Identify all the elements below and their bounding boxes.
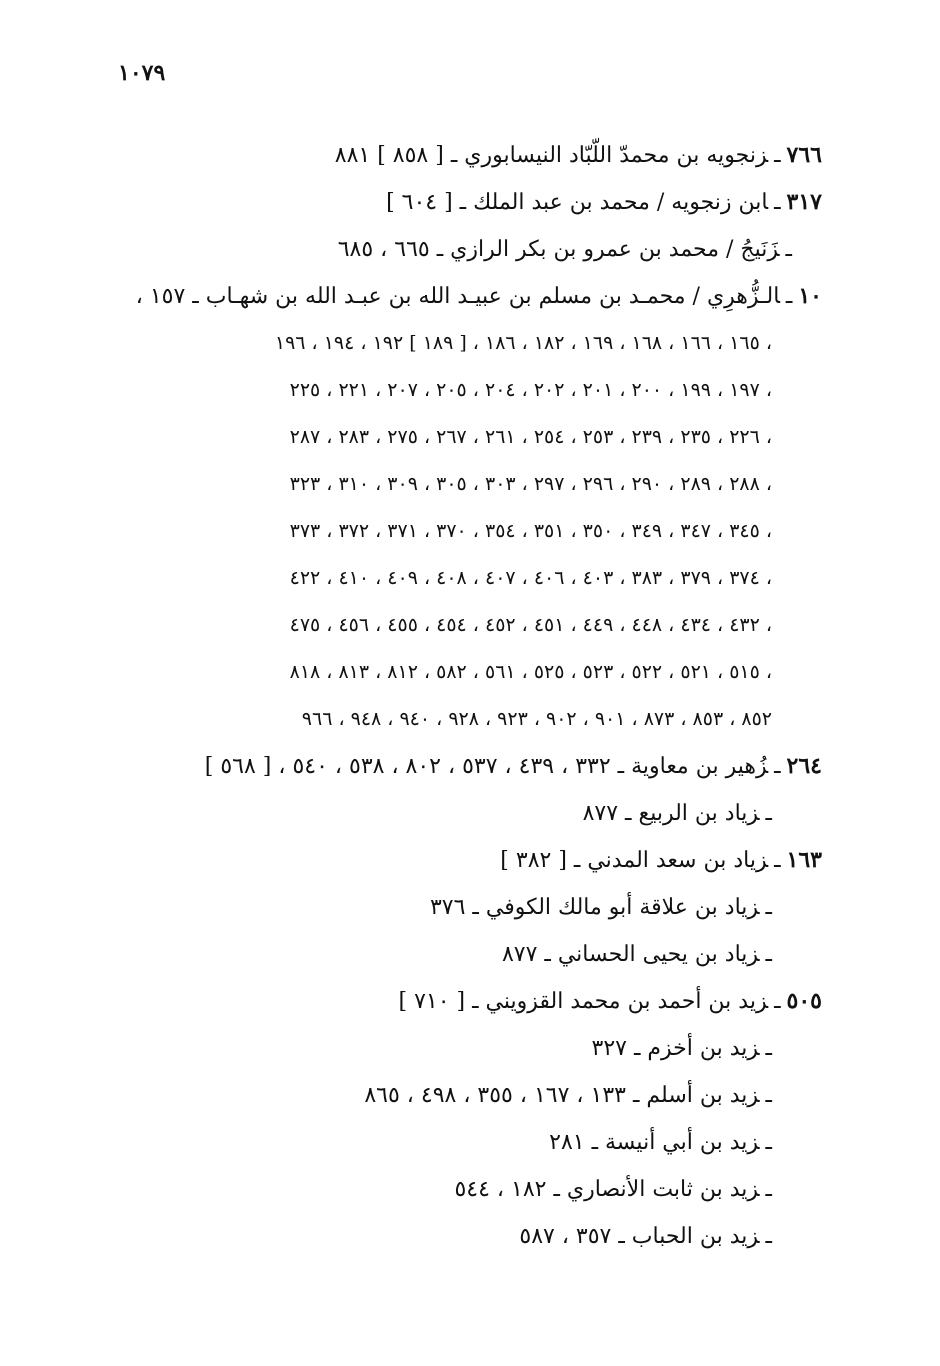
- entry-dash: ـ: [765, 1224, 772, 1249]
- entry-dash: ـ: [765, 1177, 772, 1202]
- entry-text: زَنَيجُ / محمد بن عمرو بن بكر الرازي ـ ٦٦٥ ، ٦٨٥: [337, 237, 780, 262]
- reference-numbers-line: ٥١٥ ، ٥٢١ ، ٥٢٢ ، ٥٢٣ ، ٥٢٥ ، ٥٦١ ، ٥٨٢ ، ٨١٢ ، ٨١٣ ، ٨١٨ ،: [289, 661, 772, 683]
- index-entry: [102, 179, 822, 226]
- entry-text: زنجويه بن محمدّ اللّبّاد النيسابوري ـ [ ٨٥٨ ] ٨٨١: [334, 143, 769, 168]
- index-entry: [102, 790, 822, 837]
- index-entries: [102, 132, 822, 1260]
- entry-number: ٧٦٦: [786, 142, 822, 168]
- reference-numbers-line: ٣٤٥ ، ٣٤٧ ، ٣٤٩ ، ٣٥٠ ، ٣٥١ ، ٣٥٤ ، ٣٧٠ ، ٣٧١ ، ٣٧٢ ، ٣٧٣ ،: [289, 520, 772, 542]
- reference-numbers-line: ٢٢٦ ، ٢٣٥ ، ٢٣٩ ، ٢٥٣ ، ٢٥٤ ، ٢٦١ ، ٢٦٧ ، ٢٧٥ ، ٢٨٣ ، ٢٨٧ ،: [289, 426, 772, 448]
- entry-number: ٢٦٤: [786, 753, 822, 779]
- entry-text: زياد بن سعد المدني ـ [ ٣٨٢ ]: [500, 848, 769, 873]
- reference-numbers-line: ١٦٥ ، ١٦٦ ، ١٦٨ ، ١٦٩ ، ١٨٢ ، ١٨٦ ، [ ١٨٩ ] ١٩٢ ، ١٩٤ ، ١٩٦ ،: [274, 332, 772, 354]
- index-entry: [102, 884, 822, 931]
- reference-numbers-line: ٨٥٢ ، ٨٥٣ ، ٨٧٣ ، ٩٠١ ، ٩٠٢ ، ٩٢٣ ، ٩٢٨ ، ٩٤٠ ، ٩٤٨ ، ٩٦٦: [301, 708, 772, 730]
- index-entry: [102, 1119, 822, 1166]
- reference-numbers-line: ٢٨٨ ، ٢٨٩ ، ٢٩٠ ، ٢٩٦ ، ٢٩٧ ، ٣٠٣ ، ٣٠٥ ، ٣٠٩ ، ٣١٠ ، ٣٢٣ ،: [289, 473, 772, 495]
- entry-text: زيد بن أبي أنيسة ـ ٢٨١: [549, 1130, 760, 1155]
- entry-dash: ـ: [774, 143, 781, 168]
- index-entry: [102, 743, 822, 790]
- index-entry: [102, 226, 822, 273]
- entry-dash: ـ: [774, 754, 781, 779]
- entry-dash: ـ: [774, 989, 781, 1014]
- entry-dash: ـ: [765, 942, 772, 967]
- index-entry: [102, 273, 822, 320]
- index-entry: [102, 1213, 822, 1260]
- entry-dash: ـ: [785, 237, 792, 262]
- entry-text: زيد بن أخزم ـ ٣٢٧: [591, 1036, 760, 1061]
- entry-text: زياد بن الربيع ـ ٨٧٧: [582, 801, 760, 826]
- reference-numbers-line: ١٩٧ ، ١٩٩ ، ٢٠٠ ، ٢٠١ ، ٢٠٢ ، ٢٠٤ ، ٢٠٥ ، ٢٠٧ ، ٢٢١ ، ٢٢٥ ،: [289, 379, 772, 401]
- entry-text: زياد بن علاقة أبو مالك الكوفي ـ ٣٧٦: [429, 895, 760, 920]
- index-entry: [102, 837, 822, 884]
- index-entry: [102, 1025, 822, 1072]
- entry-dash: ـ: [774, 190, 781, 215]
- entry-text: زيد بن الحباب ـ ٣٥٧ ، ٥٨٧: [519, 1224, 760, 1249]
- entry-text: زيد بن أحمد بن محمد القزويني ـ [ ٧١٠ ]: [398, 989, 769, 1014]
- entry-text: زيد بن أسلم ـ ١٣٣ ، ١٦٧ ، ٣٥٥ ، ٤٩٨ ، ٨٦٥: [364, 1083, 760, 1108]
- entry-number: ١٠: [798, 283, 822, 309]
- reference-numbers-line: ٣٧٤ ، ٣٧٩ ، ٣٨٣ ، ٤٠٣ ، ٤٠٦ ، ٤٠٧ ، ٤٠٨ ، ٤٠٩ ، ٤١٠ ، ٤٢٢ ،: [289, 567, 772, 589]
- entry-dash: ـ: [765, 895, 772, 920]
- index-entry: [102, 978, 822, 1025]
- entry-number: ٥٠٥: [786, 988, 822, 1014]
- entry-number: ١٦٣: [786, 847, 822, 873]
- reference-numbers-line: ٤٣٢ ، ٤٣٤ ، ٤٤٨ ، ٤٤٩ ، ٤٥١ ، ٤٥٢ ، ٤٥٤ ، ٤٥٥ ، ٤٥٦ ، ٤٧٥ ،: [289, 614, 772, 636]
- entry-text: الـزُّهرِي / محمـد بن مسلم بن عبيـد الله بن عبـد الله بن شهـاب ـ ١٥٧ ،: [135, 284, 780, 309]
- entry-dash: ـ: [765, 801, 772, 826]
- entry-text: زيد بن ثابت الأنصاري ـ ١٨٢ ، ٥٤٤: [454, 1177, 760, 1202]
- index-entry: [102, 1072, 822, 1119]
- entry-dash: ـ: [765, 1130, 772, 1155]
- entry-text: زُهير بن معاوية ـ ٣٣٢ ، ٤٣٩ ، ٥٣٧ ، ٨٠٢ ، ٥٣٨ ، ٥٤٠ ، [ ٥٦٨ ]: [204, 754, 769, 779]
- entry-number: ٣١٧: [786, 189, 822, 215]
- index-entry: [102, 1166, 822, 1213]
- entry-text: زياد بن يحيى الحساني ـ ٨٧٧: [501, 942, 760, 967]
- entry-dash: ـ: [785, 284, 793, 309]
- page-number: ١٠٧٩: [118, 60, 166, 86]
- entry-text: ابن زنجويه / محمد بن عبد الملك ـ [ ٦٠٤ ]: [386, 190, 769, 215]
- entry-dash: ـ: [765, 1083, 772, 1108]
- index-entry: [102, 931, 822, 978]
- entry-dash: ـ: [765, 1036, 772, 1061]
- entry-dash: ـ: [774, 848, 781, 873]
- index-entry: [102, 132, 822, 179]
